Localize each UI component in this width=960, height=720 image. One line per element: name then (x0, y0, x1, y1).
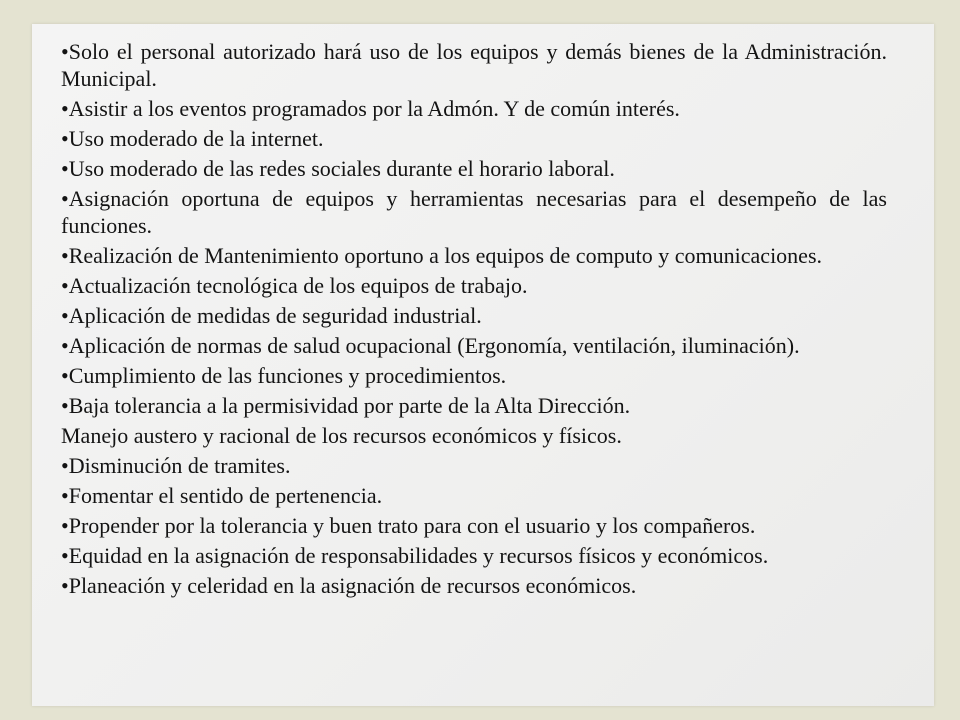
list-item: •Aplicación de normas de salud ocupacional (Ergonomía, ventilación, iluminación). (61, 333, 800, 358)
list-item: •Cumplimiento de las funciones y procedimientos. (61, 363, 507, 388)
list-item: •Planeación y celeridad en la asignación de recursos económicos. (61, 573, 637, 598)
list-item: •Actualización tecnológica de los equipos de trabajo. (61, 273, 528, 298)
list-item: Manejo austero y racional de los recursos económicos y físicos. (61, 423, 622, 448)
list-item: •Fomentar el sentido de pertenencia. (61, 483, 383, 508)
list-item: •Baja tolerancia a la permisividad por parte de la Alta Dirección. (61, 393, 631, 418)
list-item: •Uso moderado de las redes sociales durante el horario laboral. (61, 156, 615, 181)
list-item: •Uso moderado de la internet. (61, 126, 324, 151)
list-item: •Equidad en la asignación de responsabilidades y recursos físicos y económicos. (61, 543, 769, 568)
list-item: •Asistir a los eventos programados por la Admón. Y de común interés. (61, 96, 680, 121)
list-item: •Asignación oportuna de equipos y herramientas necesarias para el desempeño de las funciones. (61, 186, 887, 238)
list-item: •Propender por la tolerancia y buen trato para con el usuario y los compañeros. (61, 513, 756, 538)
list-item: •Solo el personal autorizado hará uso de los equipos y demás bienes de la Administración. Municipal. (61, 39, 887, 91)
list-item: •Aplicación de medidas de seguridad industrial. (61, 303, 482, 328)
list-item: •Disminución de tramites. (61, 453, 291, 478)
list-item: •Realización de Mantenimiento oportuno a los equipos de computo y comunicaciones. (61, 243, 823, 268)
bullet-list (61, 38, 887, 602)
